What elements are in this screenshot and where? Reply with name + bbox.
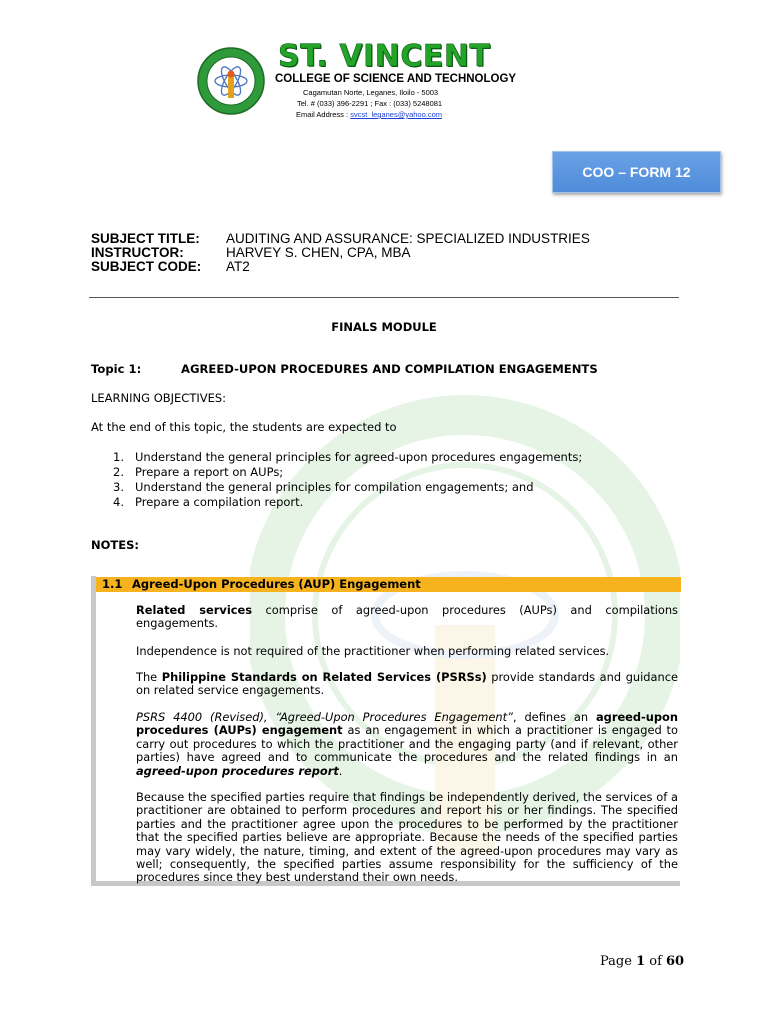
module-title: FINALS MODULE [331,320,437,334]
instructor-row [91,245,411,260]
school-address: Cagamutan Norte, Leganes, Iloilo - 5003 [303,88,439,97]
paragraph-text: . [338,763,343,778]
psrs-reference: PSRS 4400 (Revised), “Agreed-Upon Procedures Engagement” [136,710,513,724]
notes-heading: NOTES: [91,538,139,552]
objectives-list [113,450,582,510]
subject-title-value: AUDITING AND ASSURANCE: SPECIALIZED INDUSTRIES [226,231,590,246]
list-item [113,465,582,480]
college-name: COLLEGE OF SCIENCE AND TECHNOLOGY [275,73,517,85]
subject-code-row [91,259,250,274]
school-name: ST. VINCENT [278,39,491,74]
section-title: Agreed-Upon Procedures (AUP) Engagement [132,577,421,591]
list-item [113,450,582,465]
page-of: of [645,954,667,969]
form-badge: COO – FORM 12 [552,151,721,193]
email-link[interactable]: svcst_leganes@yahoo.com [350,110,443,119]
learning-objectives-intro: At the end of this topic, the students are expected to [91,420,397,434]
topic-title: AGREED-UPON PROCEDURES AND COMPILATION ENGAGEMENTS [181,362,598,376]
list-item-number: 1. [113,450,124,464]
list-item-number: 2. [113,465,124,479]
header-divider [89,297,679,298]
term-aup-engagement: agreed-upon procedures (AUPs) engagement [136,710,678,738]
section-heading-bar [96,577,681,592]
page-word: Page [600,954,637,969]
list-item-text: Prepare a compilation report. [135,495,304,509]
section-number: 1.1 [102,577,123,591]
paragraph-text: comprise of agreed-upon procedures (AUPs) and compilations engagements. [136,603,678,631]
paragraph-text: provide standards and guidance on related service engagements. [136,670,679,698]
list-item-text: Understand the general principles for agreed-upon procedures engagements; [135,450,583,464]
paragraph-psrs [136,671,678,698]
topic-number: Topic 1: [91,362,142,376]
subject-title-row [91,231,590,246]
list-item-number: 4. [113,495,124,509]
page-current: 1 [636,954,646,969]
list-item [113,480,582,495]
term-related-services: Related services [136,603,252,617]
instructor-label: INSTRUCTOR: [91,245,184,260]
list-item-text: Prepare a report on AUPs; [135,465,284,479]
school-phone: Tel. # (033) 396-2291 ; Fax : (033) 5248081 [297,99,443,108]
term-psrs: Philippine Standards on Related Services (PSRSs) [161,670,487,684]
paragraph-aup-definition [136,711,678,778]
learning-objectives-heading: LEARNING OBJECTIVES: [91,391,227,405]
school-email-line [296,110,442,119]
list-item-text: Understand the general principles for compilation engagements; and [135,480,534,494]
paragraph-text: The [136,670,162,684]
paragraph-specified-parties: Because the specified parties require that findings be independently derived, the services of a practitioner are obtained to perform procedures and report his or her findings. The specified parties and the practitioner agree upon the procedures to be performed by the practitioner that the specified parties believe are appropriate. Because the needs of the specified parties may vary widely, the nature, timing, and extent of the agreed-upon procedures may vary as well; consequently, the specified parties assume responsibility for the sufficiency of the procedures since they best understand their own needs. [136,790,678,885]
subject-code-label: SUBJECT CODE: [91,259,202,274]
page-number [600,954,684,969]
topic-heading [91,362,598,376]
paragraph-text: , defines an [512,710,596,724]
instructor-value: HARVEY S. CHEN, CPA, MBA [226,245,411,260]
paragraph-related-services [136,604,678,631]
subject-code-value: AT2 [226,259,250,274]
page-total: 60 [666,954,685,969]
term-aup-report: agreed-upon procedures report [136,763,339,778]
subject-title-label: SUBJECT TITLE: [91,231,200,246]
paragraph-independence: Independence is not required of the practitioner when performing related services. [136,644,610,658]
list-item-number: 3. [113,480,124,494]
school-seal-icon [196,46,266,116]
email-label: Email Address : [296,110,351,119]
paragraph-text: as an engagement in which a practitioner is engaged to carry out procedures to which the practitioner and the engaging party (and if relevant, other parties) have agreed and to communicate the procedures and the related findings in an [136,723,678,765]
list-item [113,495,582,510]
